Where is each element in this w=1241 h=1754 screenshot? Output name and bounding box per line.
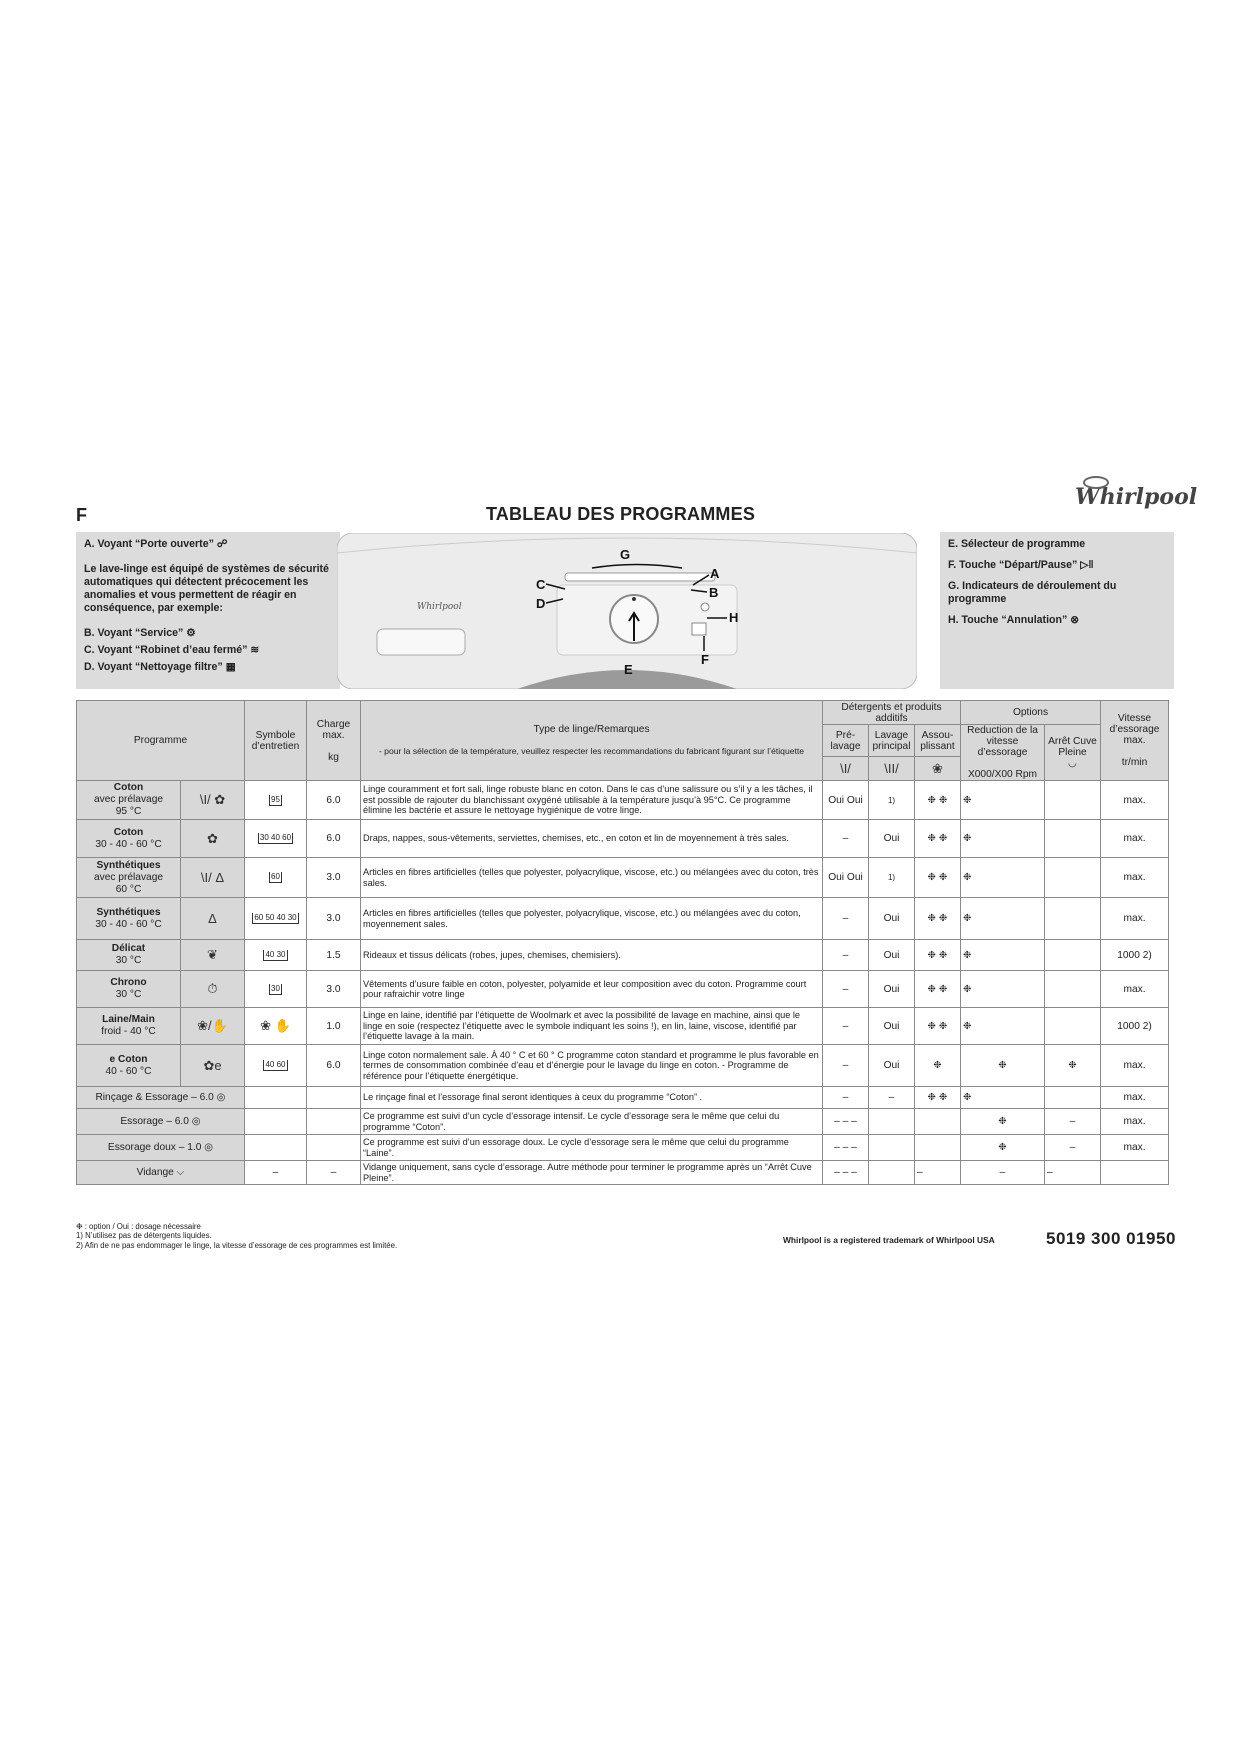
table-row: Coton avec prélavage 95 °C \I/ ✿ 95 6.0 Linge couramment et fort sali, linge robuste blanc en coton. Dans le cas d’une salissure ou s’il y a les tâches, il est possible de rajouter du blanchissant oxygéné utilisable à la température jusqu’à 95°C. Ce programme élimine les bactérie et assure le nettoyage hygiénique de votre linge. Oui Oui 1) ❉ ❉ ❉ max. [77,781,1169,820]
table-row: Chrono 30 °C ⏱ 30 3.0 Vêtements d’usure faible en coton, polyester, polyamide et leur composition avec du coton. Programme court pour rafraichir votre linge – Oui ❉ ❉ ❉ max. [77,971,1169,1008]
col-symbole: Symbole d’entretien [245,701,307,781]
col-type: Type de linge/Remarques - pour la sélection de la température, veuillez respecter les recommandations du fabricant figurant sur l’étiquette [361,701,823,781]
svg-text:H: H [729,610,739,625]
spin-icon: ◎ [216,1091,226,1103]
trademark: Whirlpool is a registered trademark of Whirlpool USA [783,1235,995,1245]
machine-diagram [337,533,917,689]
table-row: Vidange ⌵ – – Vidange uniquement, sans cycle d’essorage. Autre méthode pour terminer le programme après un “Arrêt Cuve Pleine”. – – – – – – [77,1161,1169,1185]
svg-text:C: C [536,577,546,592]
col-lavage: Lavage principal [869,725,915,757]
table-row: Coton 30 - 40 - 60 °C ✿ 30 40 60 6.0 Draps, nappes, sous-vêtements, serviettes, chemises, etc., en coton et lin de moyennement à très sales. – Oui ❉ ❉ ❉ max. [77,820,1169,858]
col-programme: Programme [77,701,245,781]
col-vitesse: Vitesse d’essorage max. tr/min [1101,701,1169,781]
program-icon: \I/ Δ [181,858,245,898]
care-symbol: 30 40 60 [245,820,307,858]
item-g: G. Indicateurs de déroulement du programme [948,580,1117,605]
care-symbol: 30 [245,971,307,1008]
start-pause-icon: ▷‖ [1080,559,1094,571]
program-icon: ⏱ [181,971,245,1008]
language-label: F [76,505,87,525]
col-options: Options [961,701,1101,725]
item-b: B. Voyant “Service” ⚙ [84,627,196,639]
program-icon: Δ [181,898,245,940]
tub-icon: ◡ [1068,758,1077,769]
svg-text:G: G [620,547,631,562]
care-symbol: ❀ ✋ [245,1008,307,1045]
tap-icon: ≋ [250,644,260,656]
program-icon: ❀/✋ [181,1008,245,1045]
drain-icon: ⌵ [176,1166,185,1178]
softener-icon: ❀ [915,757,961,781]
col-detergents: Détergents et produits additifs [823,701,961,725]
table-row: Synthétiques 30 - 40 - 60 °C Δ 60 50 40 30 3.0 Articles en fibres artificielles (telles que polyester, polyacrylique, viscose, etc.) ou mélangées avec du coton, moyennement sales. – Oui ❉ ❉ ❉ max. [77,898,1169,940]
care-symbol: 40 30 [245,940,307,971]
svg-text:E: E [624,662,633,677]
filter-icon: ▦ [225,661,236,673]
item-d: D. Voyant “Nettoyage filtre” ▦ [84,661,236,673]
programme-table [76,700,1169,1185]
machine-brand: Whirlpool [417,602,462,612]
care-symbol: 40 60 [245,1045,307,1087]
program-icon: \I/ ✿ [181,781,245,820]
footnote-1: 1) N’utilisez pas de détergents liquides. [76,1231,212,1240]
spin-icon: ◎ [191,1115,201,1127]
care-symbol: 60 50 40 30 [245,898,307,940]
item-c: C. Voyant “Robinet d’eau fermé” ≋ [84,644,260,656]
program-icon: ✿e [181,1045,245,1087]
page-title: TABLEAU DES PROGRAMMES [485,504,756,524]
safety-description: Le lave-linge est équipé de systèmes de sécurité automatiques qui détectent précocement les anomalies et vous permettent de réagir en conséquence, par exemple: [84,563,329,614]
gentle-spin-icon: ◎ [204,1141,214,1153]
cancel-icon: ⊗ [1070,614,1080,626]
col-arret: Arrêt Cuve Pleine ◡ [1045,725,1101,781]
program-icon: ❦ [181,940,245,971]
service-icon: ⚙ [186,627,196,639]
svg-text:A: A [710,566,720,581]
document-reference: 5019 300 01950 [1046,1229,1176,1248]
item-f: F. Touche “Départ/Pause” ▷‖ [948,559,1094,571]
table-row: Essorage – 6.0 ◎ Ce programme est suivi d’un cycle d’essorage intensif. Le cycle d’essorage sera le même que celui du programme “Coton”. – – – ❉ – max. [77,1109,1169,1135]
brand-logo: Whirlpool [1075,484,1197,510]
program-icon: ✿ [181,820,245,858]
right-info-box [940,532,1174,689]
table-row: Laine/Main froid - 40 °C ❀/✋ ❀ ✋ 1.0 Linge en laine, identifié par l’étiquette de Woolmark et avec la possibilité de lavage en machine, ainsi que le linge en soie (respectez l’étiquette avec le symbole indiquant les soins !), en lin, laine, viscose, identifié par l’étiquette lavage à la main. – Oui ❉ ❉ ❉ 1000 2) [77,1008,1169,1045]
table-row: Délicat 30 °C ❦ 40 30 1.5 Rideaux et tissus délicats (robes, jupes, chemises, chemisiers). – Oui ❉ ❉ ❉ 1000 2) [77,940,1169,971]
left-info-box [76,532,340,689]
prewash-icon: \I/ [823,757,869,781]
svg-text:F: F [701,652,709,667]
table-row: e Coton 40 - 60 °C ✿e 40 60 6.0 Linge coton normalement sale. À 40 ° C et 60 ° C programme coton standard et programme le plus favorable en termes de consommation combinée d’eau et d’énergie pour le lavage du linge en coton. - Programme de référence pour l’étiquette énergétique. – Oui ❉ ❉ ❉ max. [77,1045,1169,1087]
table-row: Synthétiques avec prélavage 60 °C \I/ Δ 60 3.0 Articles en fibres artificielles (telles que polyester, polyacrylique, viscose, etc.) ou mélangées avec du coton, très sales. Oui Oui 1) ❉ ❉ ❉ max. [77,858,1169,898]
start-pause-button [692,623,706,635]
svg-text:B: B [709,585,719,600]
cancel-button [701,603,709,611]
item-e: E. Sélecteur de programme [948,538,1086,550]
item-h: H. Touche “Annulation” ⊗ [948,614,1080,626]
col-prelavage: Pré-lavage [823,725,869,757]
col-assouplissant: Assou-plissant [915,725,961,757]
care-symbol: 95 [245,781,307,820]
table-row: Rinçage & Essorage – 6.0 ◎ Le rinçage final et l’essorage final seront identiques à ceux du programme “Coton” . – – ❉ ❉ ❉ max. [77,1087,1169,1109]
svg-text:D: D [536,596,546,611]
footnote-2: 2) Afin de ne pas endommager le linge, la vitesse d’essorage de ces programmes est limitée. [76,1241,398,1250]
detergent-drawer [377,629,465,655]
col-reduction: Reduction de la vitesse d’essorage X000/X00 Rpm [961,725,1045,781]
col-charge: Charge max. kg [307,701,361,781]
item-a: A. Voyant “Porte ouverte” ☍ [84,538,228,550]
logo-ring-icon [1083,476,1109,489]
mainwash-icon: \II/ [869,757,915,781]
care-symbol: 60 [245,858,307,898]
lock-icon: ☍ [216,538,228,550]
table-row: Essorage doux – 1.0 ◎ Ce programme est suivi d’un essorage doux. Le cycle d’essorage sera le même que celui du programme “Laine”. – – – ❉ – max. [77,1135,1169,1161]
footnote-option: ❉ : option / Oui : dosage nécessaire [76,1222,201,1231]
